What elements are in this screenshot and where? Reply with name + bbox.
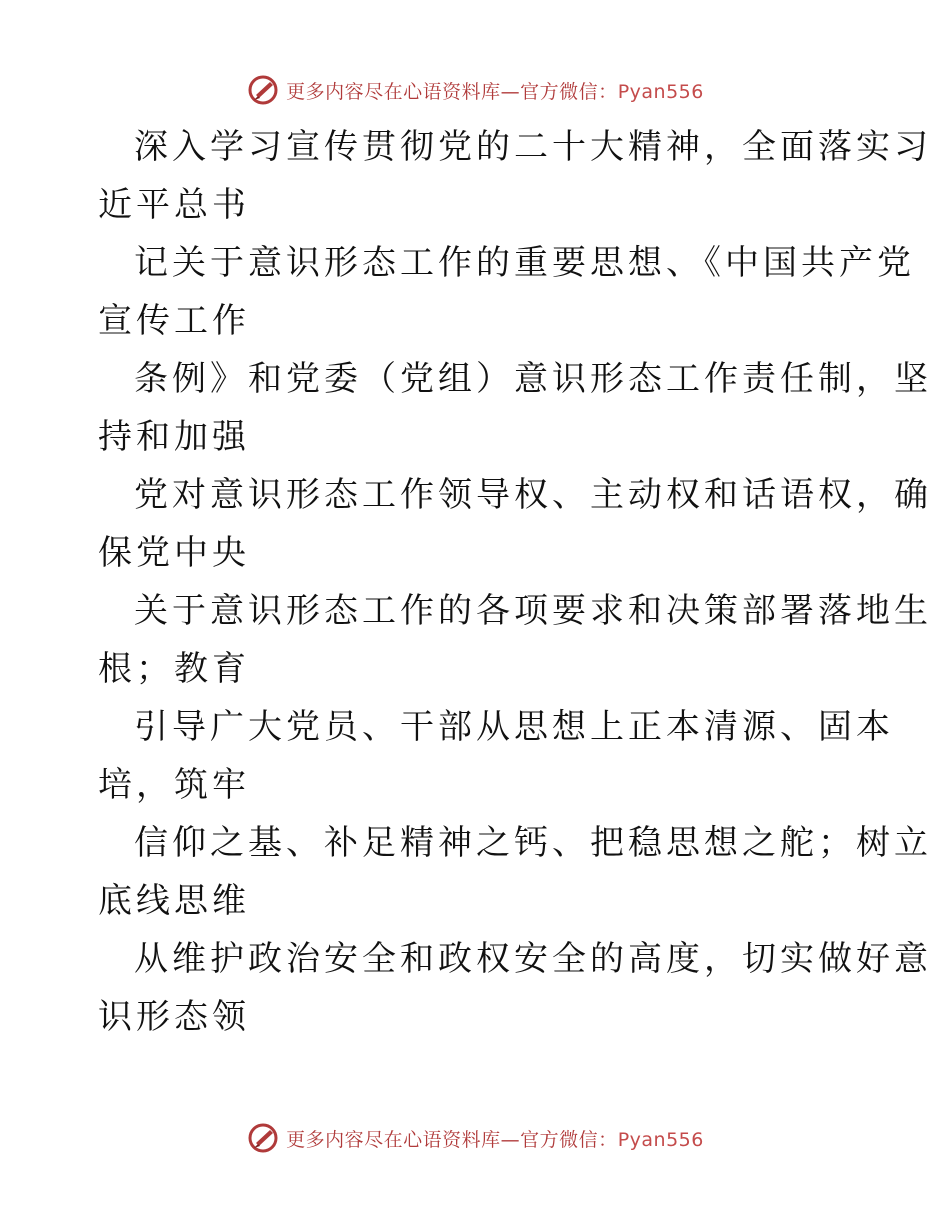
watermark-text (286, 77, 704, 104)
text-line: 识形态领 (98, 997, 250, 1037)
text-line: 条例》和党委（党组）意识形态工作责任制，坚 (134, 359, 932, 399)
watermark-separator: — (500, 80, 521, 103)
watermark-separator: — (500, 1128, 521, 1151)
text-line: 深入学习宣传贯彻党的二十大精神，全面落实习 (134, 127, 932, 167)
text-line: 保党中央 (98, 533, 250, 573)
header-watermark (0, 70, 950, 110)
watermark-site-text: 更多内容尽在心语资料库 (286, 80, 501, 103)
document-body (98, 118, 932, 1046)
text-line: 宣传工作 (98, 301, 250, 341)
text-line: 信仰之基、补足精神之钙、把稳思想之舵；树立 (134, 823, 932, 863)
watermark-wechat-id: Pyan556 (617, 1128, 704, 1151)
footer-watermark (0, 1118, 950, 1158)
watermark-site-text: 更多内容尽在心语资料库 (286, 1128, 501, 1151)
pen-circle-logo-icon (246, 1121, 280, 1155)
watermark-wechat-label: 官方微信： (520, 80, 618, 103)
watermark-wechat-label: 官方微信： (520, 1128, 618, 1151)
watermark-wechat-id: Pyan556 (617, 80, 704, 103)
text-line: 记关于意识形态工作的重要思想、《中国共产党 (134, 243, 915, 283)
text-line: 近平总书 (98, 185, 250, 225)
watermark-text (286, 1125, 704, 1152)
text-line: 党对意识形态工作领导权、主动权和话语权，确 (134, 475, 932, 515)
text-line: 根；教育 (98, 649, 250, 689)
text-line: 引导广大党员、干部从思想上正本清源、固本 (134, 707, 894, 747)
text-line: 关于意识形态工作的各项要求和决策部署落地生 (134, 591, 932, 631)
text-line: 底线思维 (98, 881, 250, 921)
text-line: 从维护政治安全和政权安全的高度，切实做好意 (134, 939, 932, 979)
pen-circle-logo-icon (246, 73, 280, 107)
text-line: 持和加强 (98, 417, 250, 457)
text-line: 培，筑牢 (98, 765, 250, 805)
